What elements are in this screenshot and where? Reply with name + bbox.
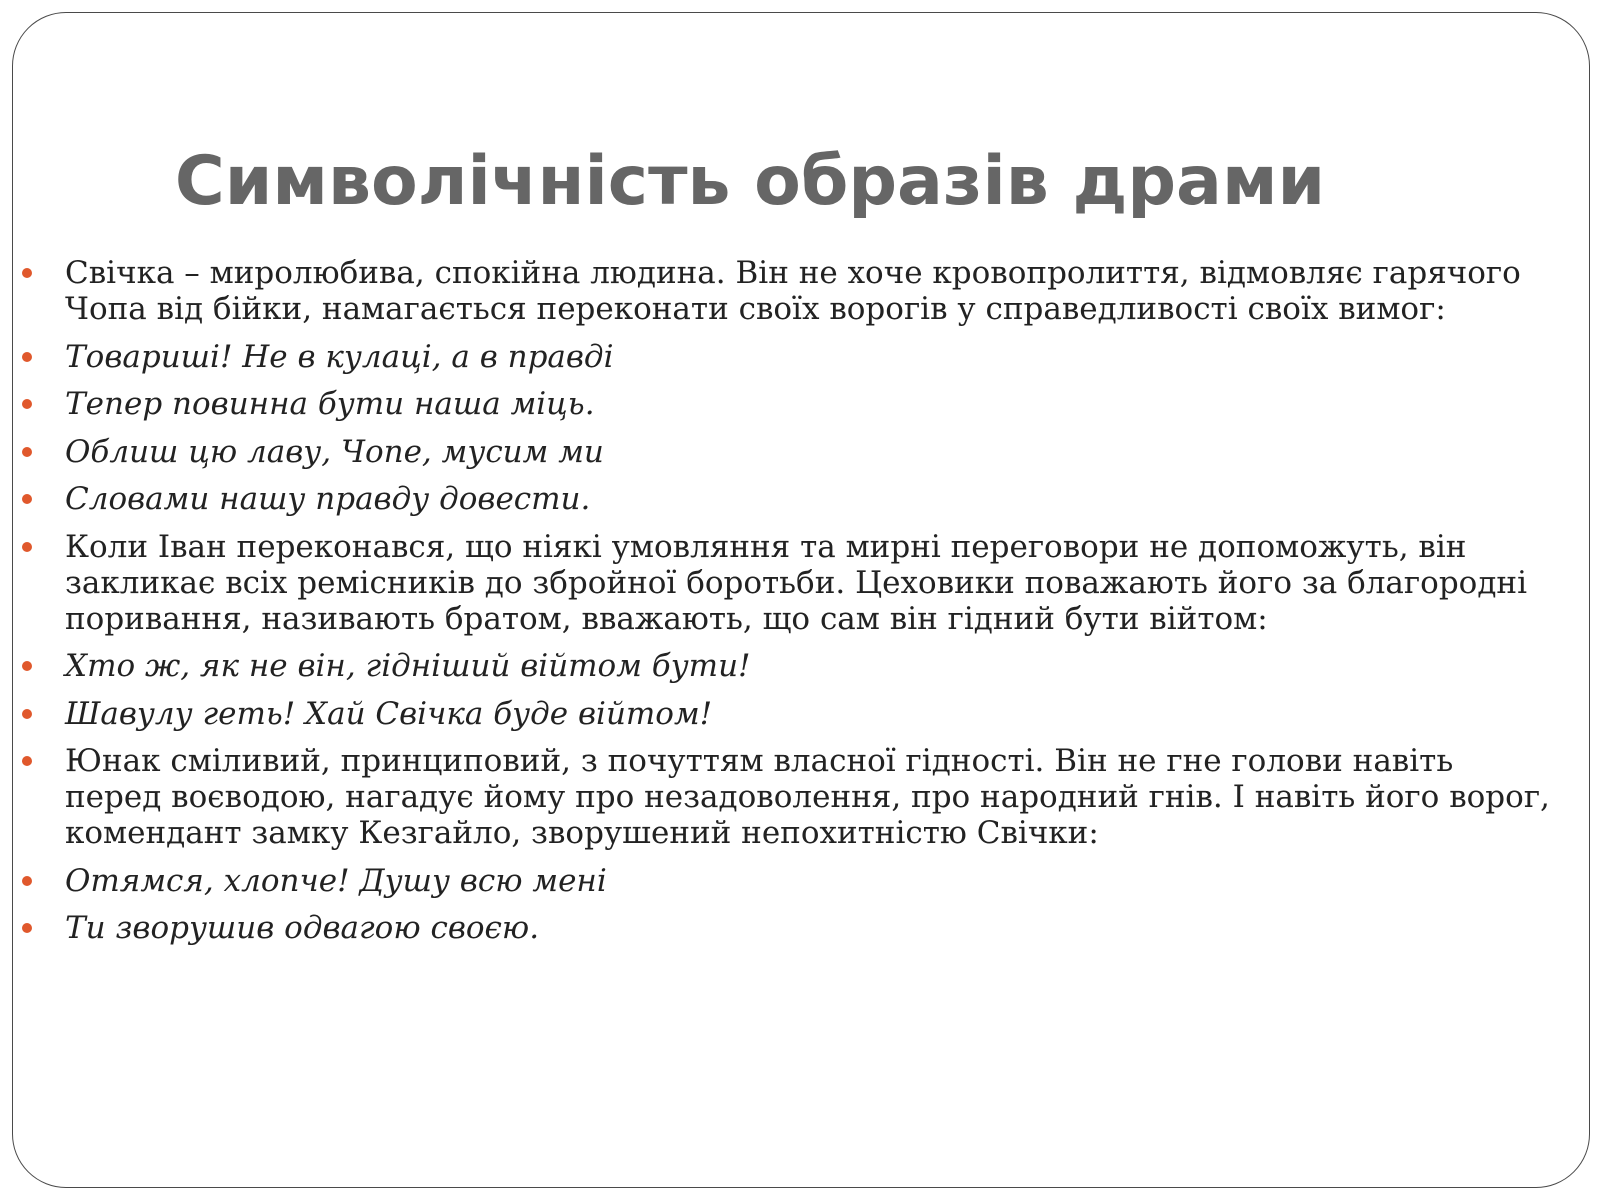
slide-title: Символічність образів драми (174, 142, 1326, 221)
bullet-text: Товариші! Не в кулаці, а в правді (65, 338, 614, 375)
bullet-text: Словами нашу правду довести. (65, 481, 591, 517)
bullet-item (22, 910, 1552, 946)
bullet-dot-icon (22, 352, 32, 362)
bullet-text: Отямся, хлопче! Душу всю мені (65, 862, 607, 899)
bullet-text: Облиш цю лаву, Чопе, мусим ми (65, 433, 604, 470)
bullet-dot-icon (22, 876, 32, 886)
bullet-dot-icon (22, 268, 32, 278)
bullet-text: Хто ж, як не він, гідніший війтом бути! (65, 648, 751, 684)
bullet-item (22, 434, 1552, 470)
bullet-item (22, 743, 1552, 851)
bullet-item (22, 696, 1552, 732)
bullet-text: Коли Іван переконався, що ніякі умовляння та мирні переговори не допоможуть, він закликає всіх ремісників до збройної боротьби. Цеховики поважають його за благородні поривання, називають братом, вважають, що сам він гідний бути війтом: (65, 528, 1527, 637)
bullet-dot-icon (22, 494, 32, 504)
bullet-dot-icon (22, 923, 32, 933)
bullet-text: Свічка – миролюбива, спокійна людина. Він не хоче кровопролиття, відмовляє гарячого Чопа від бійки, намагається переконати своїх ворогів у справедливості своїх вимог: (65, 255, 1521, 327)
bullet-item (22, 863, 1552, 899)
bullet-dot-icon (22, 399, 32, 409)
bullet-dot-icon (22, 709, 32, 719)
bullet-item (22, 648, 1552, 684)
bullet-dot-icon (22, 661, 32, 671)
bullet-dot-icon (22, 447, 32, 457)
bullet-item (22, 255, 1552, 327)
bullet-list (22, 255, 1552, 958)
bullet-text: Шавулу геть! Хай Свічка буде війтом! (65, 695, 713, 732)
bullet-item (22, 529, 1552, 637)
bullet-item (22, 386, 1552, 422)
bullet-item (22, 339, 1552, 375)
bullet-item (22, 481, 1552, 517)
bullet-dot-icon (22, 542, 32, 552)
bullet-text: Юнак сміливий, принциповий, з почуттям власної гідності. Він не гне голови навіть перед воєводою, нагадує йому про незадоволення, про народний гнів. І навіть його ворог, комендант замку Кезгайло, зворушений непохитністю Свічки: (65, 743, 1550, 851)
bullet-dot-icon (22, 756, 32, 766)
bullet-text: Ти зворушив одвагою своєю. (65, 910, 540, 946)
bullet-text: Тепер повинна бути наша міць. (65, 386, 595, 422)
